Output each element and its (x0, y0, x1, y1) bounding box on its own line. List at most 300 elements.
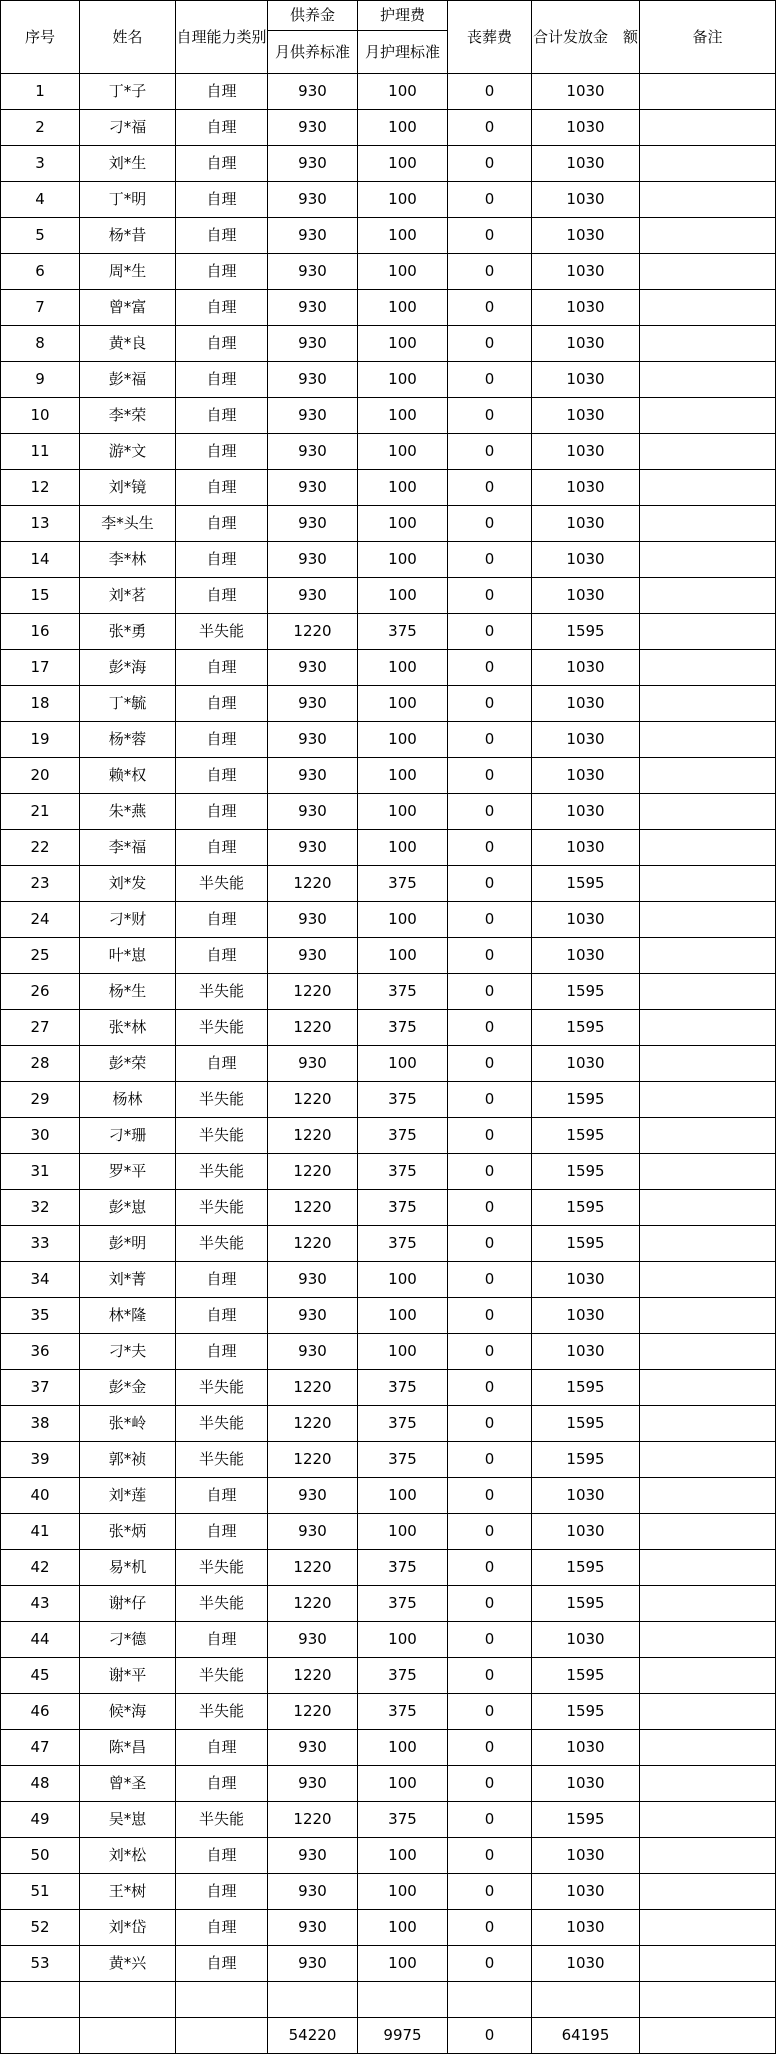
cell-category: 半失能 (176, 1118, 268, 1154)
cell-name: 彭*福 (80, 362, 176, 398)
cell-remarks (640, 146, 776, 182)
cell-seq: 30 (1, 1118, 80, 1154)
cell-funeral: 0 (448, 1946, 532, 1982)
cell-funeral (448, 1982, 532, 2018)
cell-name: 周*生 (80, 254, 176, 290)
cell-total: 1030 (532, 326, 640, 362)
cell-seq (1, 1982, 80, 2018)
cell-category: 自理 (176, 1298, 268, 1334)
cell-seq: 42 (1, 1550, 80, 1586)
cell-name: 丁*明 (80, 182, 176, 218)
cell-care: 100 (358, 1334, 448, 1370)
cell-support: 1220 (268, 1010, 358, 1046)
cell-support: 54220 (268, 2018, 358, 2054)
table-row (1, 1730, 776, 1766)
cell-remarks (640, 254, 776, 290)
cell-name: 刁*夫 (80, 1334, 176, 1370)
cell-funeral: 0 (448, 1442, 532, 1478)
cell-funeral: 0 (448, 74, 532, 110)
cell-total: 1595 (532, 1190, 640, 1226)
cell-care: 100 (358, 1946, 448, 1982)
cell-remarks (640, 758, 776, 794)
cell-remarks (640, 1406, 776, 1442)
cell-funeral: 0 (448, 326, 532, 362)
cell-seq: 13 (1, 506, 80, 542)
cell-name: 张*炳 (80, 1514, 176, 1550)
cell-funeral: 0 (448, 1694, 532, 1730)
cell-total: 1595 (532, 1154, 640, 1190)
cell-seq: 17 (1, 650, 80, 686)
cell-total: 1030 (532, 362, 640, 398)
cell-total: 1030 (532, 1334, 640, 1370)
cell-category: 自理 (176, 938, 268, 974)
cell-total: 1030 (532, 1874, 640, 1910)
cell-remarks (640, 1874, 776, 1910)
cell-name: 刘*菁 (80, 1262, 176, 1298)
cell-care: 375 (358, 614, 448, 650)
cell-support (268, 1982, 358, 2018)
cell-remarks (640, 1550, 776, 1586)
table-row (1, 866, 776, 902)
cell-seq: 24 (1, 902, 80, 938)
cell-seq: 7 (1, 290, 80, 326)
cell-seq: 37 (1, 1370, 80, 1406)
cell-funeral: 0 (448, 686, 532, 722)
cell-total: 1595 (532, 1406, 640, 1442)
cell-remarks (640, 362, 776, 398)
cell-seq: 12 (1, 470, 80, 506)
cell-funeral: 0 (448, 1370, 532, 1406)
cell-total: 1030 (532, 1946, 640, 1982)
cell-funeral: 0 (448, 1766, 532, 1802)
cell-care (358, 1982, 448, 2018)
cell-support: 930 (268, 1874, 358, 1910)
cell-seq: 40 (1, 1478, 80, 1514)
cell-category: 自理 (176, 686, 268, 722)
table-row (1, 1370, 776, 1406)
cell-category: 自理 (176, 1514, 268, 1550)
cell-funeral: 0 (448, 614, 532, 650)
header-care: 护理费 (358, 1, 448, 31)
cell-remarks (640, 1154, 776, 1190)
cell-support: 930 (268, 1298, 358, 1334)
cell-remarks (640, 434, 776, 470)
cell-funeral: 0 (448, 722, 532, 758)
cell-seq: 25 (1, 938, 80, 974)
cell-remarks (640, 542, 776, 578)
cell-care: 375 (358, 1082, 448, 1118)
header-support: 供养金 (268, 1, 358, 31)
table-row (1, 758, 776, 794)
cell-remarks (640, 1658, 776, 1694)
cell-remarks (640, 2018, 776, 2054)
cell-remarks (640, 938, 776, 974)
cell-funeral: 0 (448, 1298, 532, 1334)
cell-total: 1030 (532, 1046, 640, 1082)
cell-support: 1220 (268, 1082, 358, 1118)
cell-total: 64195 (532, 2018, 640, 2054)
cell-care: 375 (358, 1190, 448, 1226)
table-row (1, 2018, 776, 2054)
cell-total: 1030 (532, 1766, 640, 1802)
cell-category: 半失能 (176, 1082, 268, 1118)
table-row (1, 254, 776, 290)
cell-support: 930 (268, 902, 358, 938)
cell-remarks (640, 1046, 776, 1082)
cell-remarks (640, 974, 776, 1010)
cell-total: 1030 (532, 722, 640, 758)
cell-care: 100 (358, 362, 448, 398)
cell-care: 375 (358, 1118, 448, 1154)
cell-funeral: 0 (448, 650, 532, 686)
table-row (1, 938, 776, 974)
cell-name: 彭*崽 (80, 1190, 176, 1226)
table-row (1, 110, 776, 146)
cell-seq: 6 (1, 254, 80, 290)
cell-support: 930 (268, 398, 358, 434)
cell-funeral: 0 (448, 1838, 532, 1874)
cell-care: 375 (358, 1370, 448, 1406)
cell-support: 1220 (268, 1694, 358, 1730)
cell-support: 930 (268, 1946, 358, 1982)
table-row (1, 1154, 776, 1190)
cell-seq: 1 (1, 74, 80, 110)
cell-remarks (640, 1730, 776, 1766)
cell-support: 930 (268, 1622, 358, 1658)
cell-name: 刘*岱 (80, 1910, 176, 1946)
table-row (1, 470, 776, 506)
cell-funeral: 0 (448, 794, 532, 830)
table-row (1, 1406, 776, 1442)
table-row (1, 1010, 776, 1046)
cell-total: 1030 (532, 1910, 640, 1946)
cell-name: 王*树 (80, 1874, 176, 1910)
header-row-top (1, 1, 776, 31)
cell-total: 1595 (532, 1586, 640, 1622)
table-row (1, 1982, 776, 2018)
cell-funeral: 0 (448, 110, 532, 146)
cell-remarks (640, 1442, 776, 1478)
cell-total: 1030 (532, 902, 640, 938)
cell-name: 李*荣 (80, 398, 176, 434)
cell-care: 375 (358, 1694, 448, 1730)
cell-support: 930 (268, 542, 358, 578)
cell-remarks (640, 470, 776, 506)
table-row (1, 1226, 776, 1262)
header-name: 姓名 (80, 1, 176, 74)
cell-remarks (640, 1982, 776, 2018)
cell-total: 1030 (532, 1730, 640, 1766)
cell-remarks (640, 110, 776, 146)
cell-funeral: 0 (448, 542, 532, 578)
cell-total: 1595 (532, 1226, 640, 1262)
cell-support: 930 (268, 758, 358, 794)
cell-support: 1220 (268, 1226, 358, 1262)
table-row (1, 290, 776, 326)
cell-name: 黄*兴 (80, 1946, 176, 1982)
cell-funeral: 0 (448, 434, 532, 470)
cell-seq: 31 (1, 1154, 80, 1190)
cell-total: 1030 (532, 1478, 640, 1514)
table-row (1, 1550, 776, 1586)
cell-care: 100 (358, 830, 448, 866)
cell-funeral: 0 (448, 1478, 532, 1514)
cell-total: 1595 (532, 1082, 640, 1118)
cell-category: 半失能 (176, 1190, 268, 1226)
cell-support: 930 (268, 1046, 358, 1082)
table-row (1, 1910, 776, 1946)
cell-name: 曾*富 (80, 290, 176, 326)
cell-funeral: 0 (448, 1406, 532, 1442)
cell-category: 半失能 (176, 1802, 268, 1838)
cell-seq: 41 (1, 1514, 80, 1550)
cell-support: 930 (268, 146, 358, 182)
cell-total: 1030 (532, 110, 640, 146)
cell-care: 100 (358, 326, 448, 362)
cell-category: 自理 (176, 650, 268, 686)
cell-funeral: 0 (448, 1658, 532, 1694)
cell-seq: 43 (1, 1586, 80, 1622)
cell-funeral: 0 (448, 362, 532, 398)
cell-remarks (640, 1514, 776, 1550)
cell-support: 1220 (268, 614, 358, 650)
table-row (1, 1190, 776, 1226)
cell-remarks (640, 614, 776, 650)
cell-name: 刘*镜 (80, 470, 176, 506)
cell-remarks (640, 1334, 776, 1370)
cell-seq: 53 (1, 1946, 80, 1982)
cell-care: 100 (358, 254, 448, 290)
cell-remarks (640, 1370, 776, 1406)
cell-care: 100 (358, 1514, 448, 1550)
cell-remarks (640, 578, 776, 614)
cell-category: 半失能 (176, 974, 268, 1010)
table-row (1, 1658, 776, 1694)
cell-funeral: 0 (448, 182, 532, 218)
cell-support: 1220 (268, 1802, 358, 1838)
cell-care: 100 (358, 542, 448, 578)
cell-support: 1220 (268, 1586, 358, 1622)
cell-category: 自理 (176, 722, 268, 758)
cell-total: 1030 (532, 794, 640, 830)
cell-name: 张*林 (80, 1010, 176, 1046)
cell-funeral: 0 (448, 290, 532, 326)
cell-remarks (640, 1694, 776, 1730)
cell-seq: 50 (1, 1838, 80, 1874)
cell-funeral: 0 (448, 1226, 532, 1262)
cell-funeral: 0 (448, 1802, 532, 1838)
cell-support: 930 (268, 1334, 358, 1370)
cell-care: 100 (358, 1262, 448, 1298)
cell-care: 100 (358, 506, 448, 542)
cell-care: 100 (358, 434, 448, 470)
cell-category: 自理 (176, 1910, 268, 1946)
cell-funeral: 0 (448, 1910, 532, 1946)
cell-care: 100 (358, 1874, 448, 1910)
cell-category: 半失能 (176, 1406, 268, 1442)
cell-care: 9975 (358, 2018, 448, 2054)
cell-care: 375 (358, 1406, 448, 1442)
table-row (1, 794, 776, 830)
cell-total: 1030 (532, 74, 640, 110)
cell-name: 游*文 (80, 434, 176, 470)
cell-category (176, 1982, 268, 2018)
cell-support: 930 (268, 218, 358, 254)
cell-support: 930 (268, 110, 358, 146)
table-row (1, 218, 776, 254)
table-row (1, 1514, 776, 1550)
cell-category: 自理 (176, 182, 268, 218)
cell-remarks (640, 650, 776, 686)
cell-name: 黄*良 (80, 326, 176, 362)
table-row (1, 1874, 776, 1910)
table-row (1, 398, 776, 434)
cell-total: 1030 (532, 434, 640, 470)
cell-care: 375 (358, 974, 448, 1010)
cell-funeral: 0 (448, 1082, 532, 1118)
table-row (1, 1262, 776, 1298)
table-row (1, 722, 776, 758)
cell-name: 张*勇 (80, 614, 176, 650)
cell-category (176, 2018, 268, 2054)
cell-total: 1030 (532, 290, 640, 326)
cell-total: 1030 (532, 686, 640, 722)
cell-care: 100 (358, 182, 448, 218)
table-row (1, 182, 776, 218)
cell-name: 李*林 (80, 542, 176, 578)
cell-name: 杨*生 (80, 974, 176, 1010)
table-row (1, 1478, 776, 1514)
cell-seq: 48 (1, 1766, 80, 1802)
cell-care: 100 (358, 218, 448, 254)
cell-total: 1030 (532, 146, 640, 182)
cell-seq: 34 (1, 1262, 80, 1298)
cell-care: 375 (358, 1802, 448, 1838)
cell-support: 1220 (268, 1190, 358, 1226)
cell-seq: 9 (1, 362, 80, 398)
cell-name: 丁*子 (80, 74, 176, 110)
cell-care: 375 (358, 1586, 448, 1622)
cell-total: 1595 (532, 1550, 640, 1586)
cell-funeral: 0 (448, 1550, 532, 1586)
table-row (1, 1298, 776, 1334)
cell-seq: 16 (1, 614, 80, 650)
cell-name: 杨林 (80, 1082, 176, 1118)
table-row (1, 1082, 776, 1118)
cell-total: 1595 (532, 1010, 640, 1046)
cell-funeral: 0 (448, 470, 532, 506)
cell-category: 半失能 (176, 1370, 268, 1406)
cell-support: 1220 (268, 974, 358, 1010)
cell-remarks (640, 794, 776, 830)
cell-support: 930 (268, 938, 358, 974)
cell-remarks (640, 1226, 776, 1262)
table-row (1, 1766, 776, 1802)
cell-support: 930 (268, 1478, 358, 1514)
cell-care: 100 (358, 938, 448, 974)
cell-name: 候*海 (80, 1694, 176, 1730)
cell-seq: 51 (1, 1874, 80, 1910)
cell-name: 刁*财 (80, 902, 176, 938)
cell-seq: 36 (1, 1334, 80, 1370)
cell-support: 1220 (268, 1370, 358, 1406)
cell-care: 100 (358, 470, 448, 506)
cell-total: 1030 (532, 1262, 640, 1298)
cell-care: 100 (358, 1766, 448, 1802)
cell-care: 100 (358, 1478, 448, 1514)
cell-remarks (640, 1838, 776, 1874)
cell-care: 100 (358, 1298, 448, 1334)
cell-total: 1030 (532, 254, 640, 290)
cell-care: 100 (358, 1838, 448, 1874)
cell-remarks (640, 686, 776, 722)
cell-category: 自理 (176, 758, 268, 794)
cell-care: 375 (358, 1442, 448, 1478)
cell-support: 930 (268, 74, 358, 110)
cell-funeral: 0 (448, 830, 532, 866)
cell-category: 半失能 (176, 614, 268, 650)
cell-category: 自理 (176, 794, 268, 830)
cell-category: 自理 (176, 578, 268, 614)
cell-seq: 11 (1, 434, 80, 470)
cell-care: 100 (358, 758, 448, 794)
cell-funeral: 0 (448, 1874, 532, 1910)
cell-remarks (640, 1622, 776, 1658)
cell-care: 100 (358, 398, 448, 434)
cell-name: 朱*燕 (80, 794, 176, 830)
cell-category: 自理 (176, 1946, 268, 1982)
cell-funeral: 0 (448, 1622, 532, 1658)
cell-name: 彭*海 (80, 650, 176, 686)
cell-category: 自理 (176, 1766, 268, 1802)
cell-support: 930 (268, 722, 358, 758)
table-row (1, 686, 776, 722)
cell-seq: 14 (1, 542, 80, 578)
cell-care: 375 (358, 1550, 448, 1586)
cell-seq: 3 (1, 146, 80, 182)
cell-support: 930 (268, 650, 358, 686)
table-row (1, 902, 776, 938)
cell-total: 1595 (532, 866, 640, 902)
cell-care: 100 (358, 722, 448, 758)
cell-seq: 8 (1, 326, 80, 362)
cell-name (80, 1982, 176, 2018)
table-row (1, 1118, 776, 1154)
cell-care: 375 (358, 1154, 448, 1190)
cell-name: 彭*金 (80, 1370, 176, 1406)
cell-name: 刘*松 (80, 1838, 176, 1874)
cell-seq: 5 (1, 218, 80, 254)
cell-seq: 29 (1, 1082, 80, 1118)
cell-support: 1220 (268, 1406, 358, 1442)
cell-remarks (640, 74, 776, 110)
cell-total (532, 1982, 640, 2018)
cell-remarks (640, 398, 776, 434)
cell-category: 自理 (176, 290, 268, 326)
cell-remarks (640, 1190, 776, 1226)
cell-remarks (640, 290, 776, 326)
cell-support: 930 (268, 1766, 358, 1802)
cell-support: 1220 (268, 1658, 358, 1694)
cell-seq: 19 (1, 722, 80, 758)
cell-funeral: 0 (448, 1730, 532, 1766)
cell-funeral: 0 (448, 1154, 532, 1190)
cell-total: 1030 (532, 218, 640, 254)
cell-care: 100 (358, 578, 448, 614)
cell-seq: 4 (1, 182, 80, 218)
cell-funeral: 0 (448, 578, 532, 614)
cell-category: 半失能 (176, 1154, 268, 1190)
